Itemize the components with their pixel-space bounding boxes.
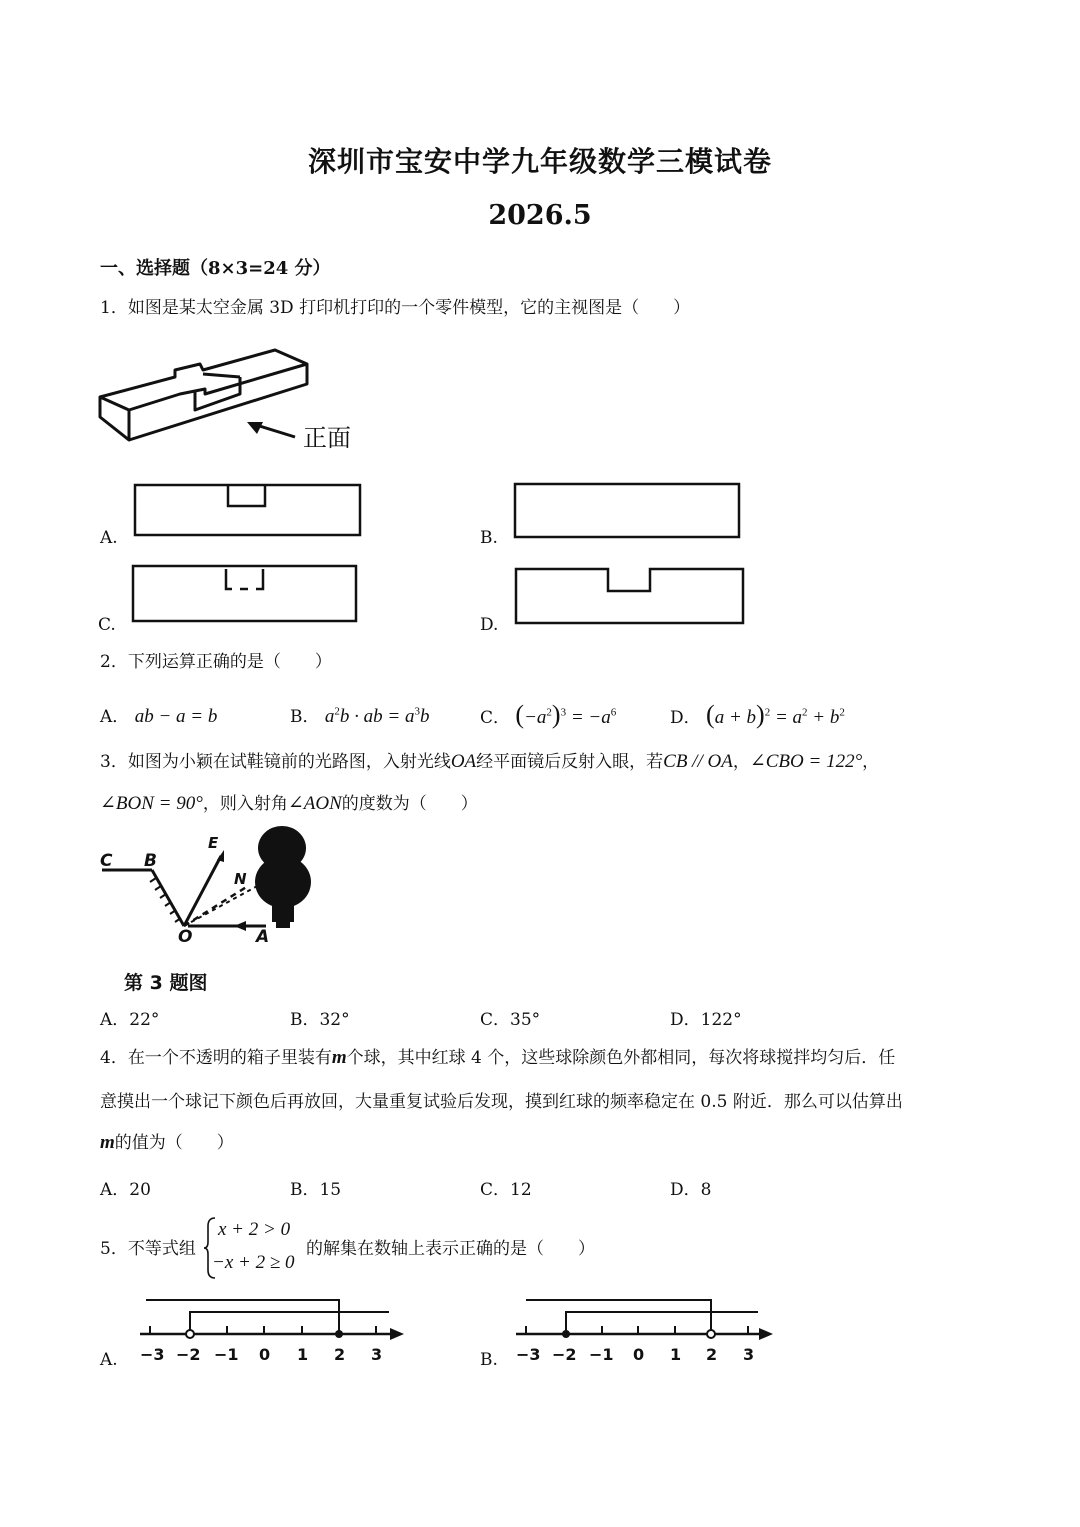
q5-b-tick-neg3: −3 (516, 1345, 541, 1364)
q5-b-tick-2: 2 (706, 1345, 718, 1364)
q5-inequality-1: x + 2 > 0 (218, 1219, 291, 1240)
q3-option-a: A．22° (100, 1010, 160, 1030)
q2-option-a-label: A． (100, 707, 130, 727)
q3-stem-line1: 3．如图为小颖在试鞋镜前的光路图，入射光线OA经平面镜后反射入眼，若CB // OA，∠CBO = 122°， (100, 751, 880, 772)
q1-option-b-label: B. (480, 528, 498, 548)
q4-line3: m的值为（ ） (100, 1132, 234, 1153)
q3-option-b: B．32° (290, 1010, 350, 1030)
q5-inequality-2: −x + 2 ≥ 0 (212, 1252, 295, 1273)
q5-a-tick-neg3: −3 (140, 1345, 165, 1364)
q4-option-b: B．15 (290, 1180, 342, 1200)
q3-point-n: N (234, 870, 247, 888)
q4-line2: 意摸出一个球记下颜色后再放回，大量重复试验后发现，摸到红球的频率稳定在 0.5 附近．那么可以估算出 (100, 1092, 903, 1112)
q2-option-b: B． $a^2b$ · ab = $a^3b$ (290, 705, 430, 727)
exam-title: 深圳市宝安中学九年级数学三模试卷 (307, 145, 772, 178)
q1-part-model-figure (95, 342, 375, 457)
q3-point-a: A (256, 927, 270, 946)
exam-date: 2026.5 (488, 200, 592, 231)
q5-option-a-number-line (134, 1292, 409, 1370)
q2-option-b-label: B． (290, 707, 320, 727)
q4-line1: 4．在一个不透明的箱子里装有m个球，其中红球 4 个，这些球除颜色外都相同，每次将球搅拌均匀后．任 (100, 1047, 896, 1068)
q5-stem-a: 5．不等式组 (100, 1239, 196, 1259)
q4-option-a: A．20 (100, 1180, 151, 1200)
q3-option-c: C．35° (480, 1010, 541, 1030)
q2-option-c: C． $(-a^2)^3 = -a^6$ (480, 700, 617, 729)
q3-option-d: D．122° (670, 1010, 742, 1030)
q3-light-path-figure (96, 822, 316, 946)
q2-option-a: A． ab − a = b (100, 706, 218, 727)
q3-figure-caption: 第 3 题图 (124, 972, 208, 994)
q5-b-tick-neg1: −1 (589, 1345, 614, 1364)
q5-b-tick-3: 3 (743, 1345, 755, 1364)
q5-a-tick-0: 0 (259, 1345, 271, 1364)
q5-a-tick-3: 3 (371, 1345, 383, 1364)
q2-stem: 2．下列运算正确的是（ ） (100, 652, 332, 672)
q1-stem: 1．如图是某太空金属 3D 打印机打印的一个零件模型，它的主视图是（ ） (100, 298, 691, 318)
q5-a-tick-neg1: −1 (214, 1345, 239, 1364)
q5-stem-b: 的解集在数轴上表示正确的是（ ） (306, 1239, 595, 1259)
q1-option-b-figure (512, 481, 744, 541)
section-title: 一、选择题（8×3=24 分） (100, 258, 331, 279)
q1-option-a-figure (132, 482, 364, 540)
q1-option-c-figure (130, 563, 360, 625)
q3-stem-line2: ∠BON = 90°，则入射角∠AON的度数为（ ） (100, 793, 478, 814)
q2-option-c-label: C． (480, 708, 511, 728)
q3-point-c: C (100, 851, 113, 871)
q1-option-d-label: D. (480, 615, 499, 635)
q5-option-a-label: A. (100, 1350, 118, 1370)
q1-front-label: 正面 (303, 424, 351, 452)
q1-option-d-figure (512, 565, 748, 627)
q1-option-c-label: C. (98, 615, 116, 635)
q5-option-b-number-line (510, 1292, 785, 1370)
q1-option-a-label: A. (100, 528, 118, 548)
q4-option-c: C．12 (480, 1180, 532, 1200)
q5-a-tick-2: 2 (334, 1345, 346, 1364)
q3-point-o: O (178, 927, 193, 946)
q3-point-b: B (144, 851, 157, 871)
q5-a-tick-1: 1 (297, 1345, 309, 1364)
q5-b-tick-1: 1 (670, 1345, 682, 1364)
q5-a-tick-neg2: −2 (176, 1345, 201, 1364)
q5-b-tick-0: 0 (633, 1345, 645, 1364)
q2-option-d: D． $(a + b)^2 = a^2 + b^2$ (670, 700, 845, 729)
q5-b-tick-neg2: −2 (552, 1345, 577, 1364)
q3-point-e: E (208, 834, 219, 852)
q2-option-d-label: D． (670, 708, 701, 728)
q4-option-d: D．8 (670, 1180, 712, 1200)
q5-option-b-label: B. (480, 1350, 498, 1370)
